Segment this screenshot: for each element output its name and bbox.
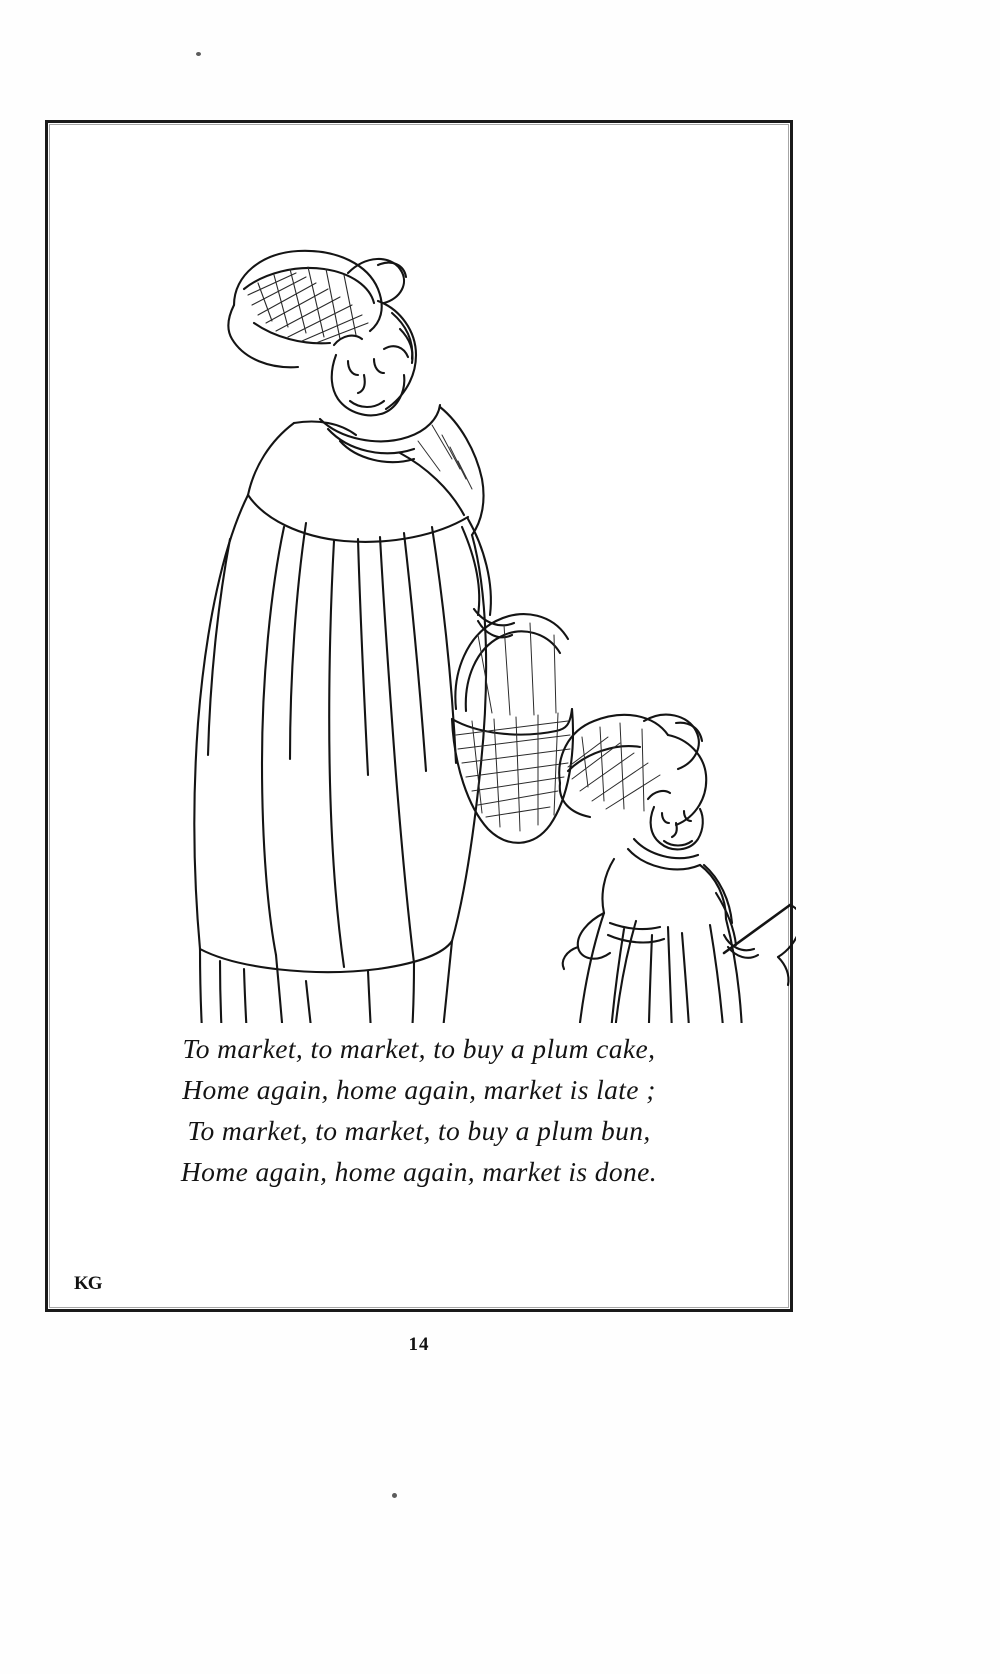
illustration-figure — [48, 123, 790, 1023]
verse-line-1: To market, to market, to buy a plum cake, — [182, 1033, 656, 1064]
page-number: 14 — [408, 1334, 430, 1355]
verse-line-2: Home again, home again, market is late ; — [182, 1074, 656, 1105]
paper-speck — [196, 52, 201, 56]
paper-speck — [392, 1493, 397, 1498]
verse-line-3: To market, to market, to buy a plum bun, — [187, 1115, 651, 1146]
artist-monogram: KG — [74, 1273, 102, 1294]
verse-block — [48, 1028, 790, 1192]
child-figure — [534, 715, 796, 1023]
woman-figure — [178, 251, 573, 1023]
toy-whip — [724, 905, 796, 985]
market-basket — [452, 614, 573, 843]
verse-line-4: Home again, home again, market is done. — [180, 1156, 658, 1187]
illustration-plate — [45, 120, 793, 1312]
